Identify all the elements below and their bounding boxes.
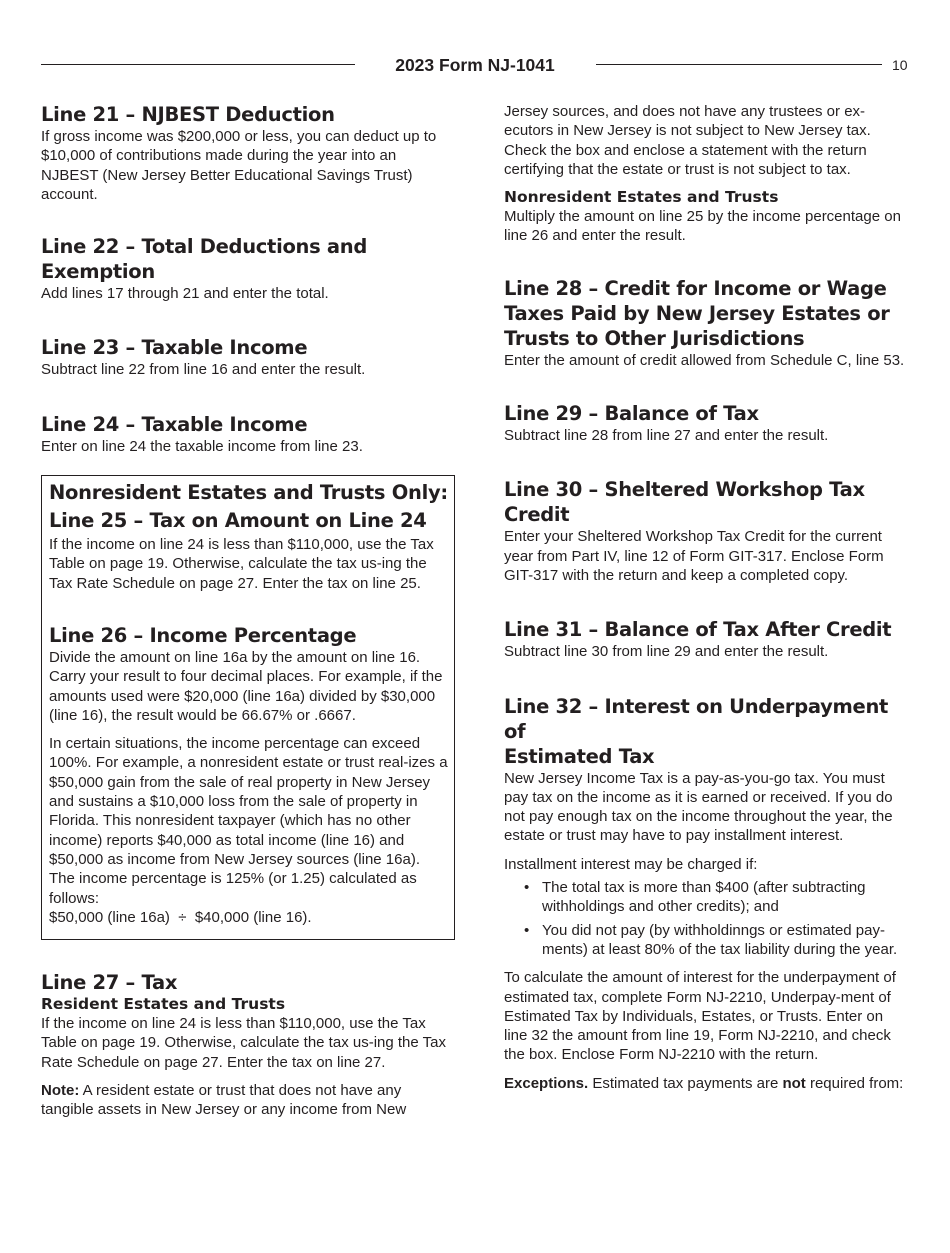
line28-heading-part3: Trusts to Other Jurisdictions: [504, 326, 805, 350]
line21-section: [41, 102, 455, 204]
installment-intro: Installment interest may be charged if:: [504, 855, 758, 873]
line25-heading: Line 25 – Tax on Amount on Line 24: [49, 509, 427, 533]
header-rule-right: [596, 64, 882, 65]
line27-heading: Line 27 – Tax: [41, 971, 178, 995]
left-column: [41, 102, 455, 1120]
header-rule-left: [41, 64, 355, 65]
note-body: A resident estate or trust that does not have any tangible assets in New Jersey or any income from New: [41, 1082, 407, 1119]
line22-heading-part2: Exemption: [41, 260, 155, 284]
line31-heading: Line 31 – Balance of Tax After Credit: [504, 618, 892, 642]
box-heading-1: Nonresident Estates and Trusts Only:: [49, 481, 448, 505]
nonresident-section: [504, 188, 910, 246]
line26-formula: $50,000 (line 16a) ÷ $40,000 (line 16).: [49, 908, 312, 926]
line24-section: [41, 412, 455, 456]
line32-heading-part2: Estimated Tax: [504, 744, 655, 768]
page-header: [0, 52, 950, 78]
line23-heading: Line 23 – Taxable Income: [41, 336, 308, 360]
line26-heading: Line 26 – Income Percentage: [49, 623, 357, 647]
line31-section: [504, 617, 910, 661]
line22-heading-part1: Line 22 – Total Deductions and: [41, 235, 368, 259]
line28-body: Enter the amount of credit allowed from Schedule C, line 53.: [504, 351, 905, 369]
line28-heading: [504, 276, 910, 351]
page-number: 10: [892, 57, 908, 73]
line22-section: [41, 234, 455, 303]
line25-body: If the income on line 24 is less than $110,000, use the Tax Table on page 19. Otherwise, calculate the tax us-ing the Tax Rate Schedule on page 27. Enter the tax on line 25.: [49, 536, 434, 592]
line23-section: [41, 335, 455, 379]
line28-heading-part1: Line 28 – Credit for Income or Wage: [504, 276, 887, 300]
exceptions-paragraph: [504, 1074, 910, 1093]
resident-subheading: Resident Estates and Trusts: [41, 995, 286, 1014]
nonresident-subheading: Nonresident Estates and Trusts: [504, 188, 779, 207]
exceptions-end: required from:: [805, 1074, 904, 1092]
note-label: Note:: [41, 1082, 80, 1100]
line28-section: [504, 276, 910, 370]
line27-note: [41, 1081, 455, 1120]
line30-heading: Line 30 – Sheltered Workshop Tax Credit: [504, 478, 865, 527]
line22-body: Add lines 17 through 21 and enter the total.: [41, 285, 329, 303]
line29-section: [504, 401, 910, 445]
note-continued: Jersey sources, and does not have any trustees or ex-ecutors in New Jersey is not subject to New Jersey tax. Check the box and enclose a statement with the return certifying that the estate or trust is not subject to tax.: [504, 103, 871, 178]
line26-example: In certain situations, the income percentage can exceed 100%. For example, a nonresident estate or trust real-izes a $50,000 gain from the sale of real property in New Jersey and sustains a $10,000 loss from the sale of property in Florida. This nonresident taxpayer (which has no other income) reports $40,000 as total income (line 16) and $50,000 as income from New Jersey sources (line 16a). The income percentage is 125% (or 1.25) calculated as follows:: [49, 735, 448, 907]
line28-heading-part2: Taxes Paid by New Jersey Estates or: [504, 301, 890, 325]
calculation-paragraph: To calculate the amount of interest for the underpayment of estimated tax, complete Form NJ-2210, Underpay-ment of Estimated Tax by Individuals, Estates, or Trusts. Enter on line 32 the amount from line 19, Form NJ-2210, and check the box. Enclose Form NJ-2210 with the return.: [504, 969, 896, 1064]
nonresident-box: [41, 475, 455, 940]
line32-body: New Jersey Income Tax is a pay-as-you-go tax. You must pay tax on the income as it is earned or received. If you do not pay enough tax on the income throughout the year, the estate or trust may have to pay installment interest.: [504, 769, 893, 845]
line23-body: Subtract line 22 from line 16 and enter the result.: [41, 361, 366, 379]
form-title: 2023 Form NJ-1041: [395, 55, 555, 75]
installment-conditions: [504, 878, 910, 959]
line32-heading: [504, 694, 910, 769]
line27-section: [41, 970, 455, 1119]
line21-heading: Line 21 – NJBEST Deduction: [41, 103, 335, 126]
list-item: • The total tax is more than $400 (after subtracting withholdings and other credits); and: [542, 878, 910, 917]
line26-body: Divide the amount on line 16a by the amount on line 16. Carry your result to four decimal places. For example, if the amounts used were $20,000 (line 16a) divided by $30,000 (line 16), the result would be 66.67% or .6667.: [49, 648, 443, 724]
line24-body: Enter on line 24 the taxable income from line 23.: [41, 437, 363, 455]
line31-body: Subtract line 30 from line 29 and enter the result.: [504, 643, 829, 661]
line30-body: Enter your Sheltered Workshop Tax Credit for the current year from Part IV, line 12 of Form GIT-317. Enclose Form GIT-317 with the return and keep a completed copy.: [504, 528, 884, 584]
list-item: • You did not pay (by withholdinngs or estimated pay-ments) at least 80% of the tax liability during the year.: [542, 921, 910, 960]
right-column: [504, 102, 910, 1093]
nonresident-body: Multiply the amount on line 25 by the income percentage on line 26 and enter the result.: [504, 208, 901, 245]
line29-heading: Line 29 – Balance of Tax: [504, 402, 759, 426]
line24-heading: Line 24 – Taxable Income: [41, 412, 308, 436]
line32-heading-part1: Line 32 – Interest on Underpayment of: [504, 694, 889, 743]
line29-body: Subtract line 28 from line 27 and enter the result.: [504, 427, 829, 445]
exceptions-text: Estimated tax payments are: [588, 1074, 783, 1092]
exceptions-not: not: [782, 1074, 806, 1092]
exceptions-label: Exceptions.: [504, 1074, 589, 1092]
line22-heading: [41, 234, 455, 284]
line27-body: If the income on line 24 is less than $110,000, use the Tax Table on page 19. Otherwise, calculate the tax us-ing the Tax Rate Schedule on page 27. Enter the tax on line 27.: [41, 1015, 446, 1071]
line21-body: If gross income was $200,000 or less, you can deduct up to $10,000 of contributions made during the year into an NJBEST (New Jersey Better Educational Savings Trust) account.: [41, 128, 437, 203]
line32-section: [504, 694, 910, 1093]
line30-section: [504, 477, 910, 585]
